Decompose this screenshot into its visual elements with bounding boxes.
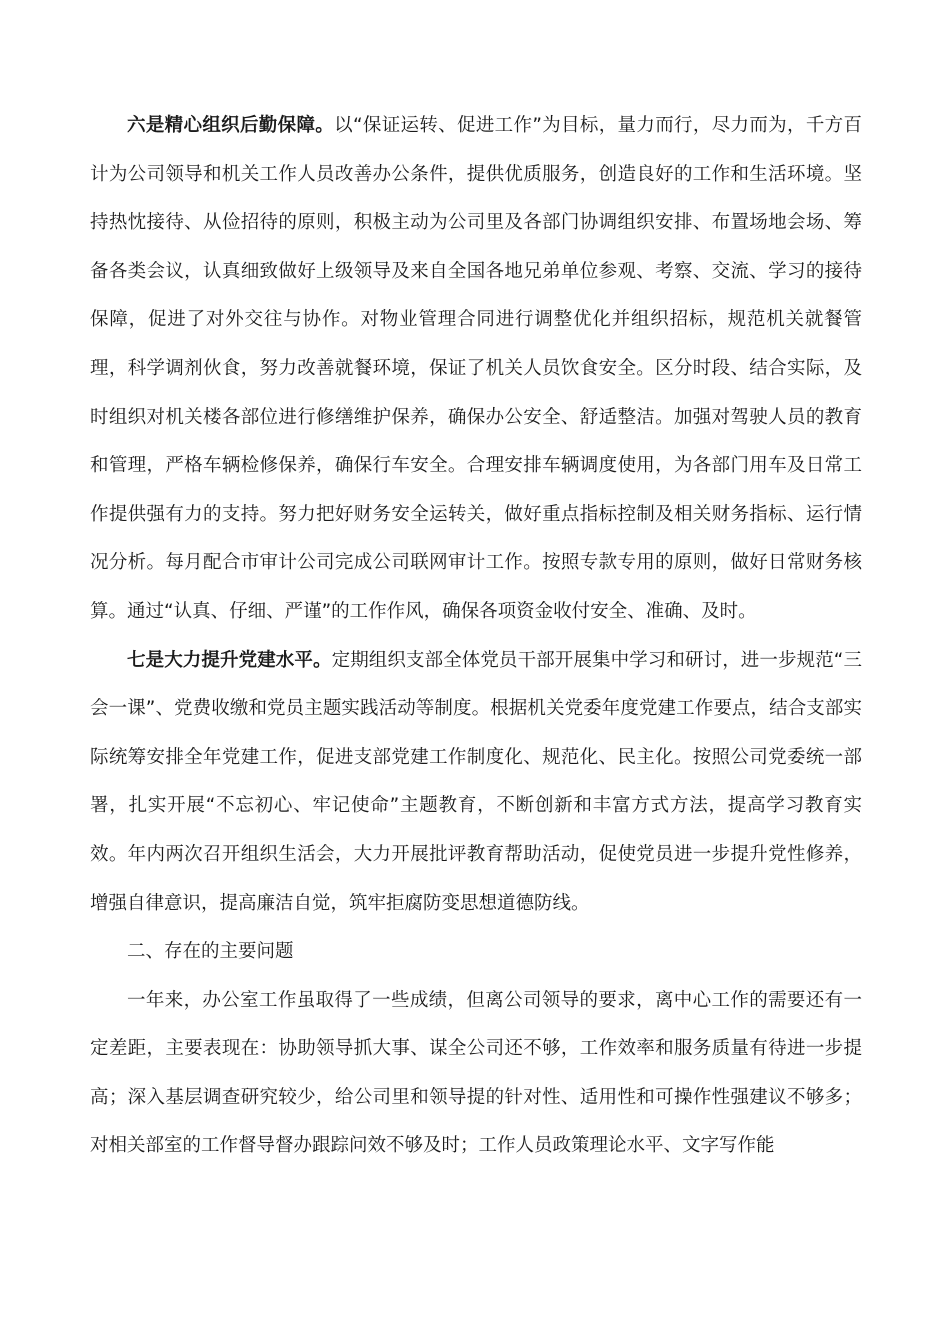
paragraph-problems: 一年来，办公室工作虽取得了一些成绩，但离公司领导的要求，离中心工作的需要还有一定差距，主要表现在：协助领导抓大事、谋全公司还不够，工作效率和服务质量有待进一步提高；深入基层调查研究较少，给公司里和领导提的针对性、适用性和可操作性强建议不够多；对相关部室的工作督导督办跟踪问效不够及时；工作人员政策理论水平、文字写作能	[90, 989, 862, 1157]
paragraph-text-logistics: 以“保证运转、促进工作”为目标，量力而行，尽力而为，千方百计为公司领导和机关工作人员改善办公条件，提供优质服务，创造良好的工作和生活环境。坚持热忱接待、从俭招待的原则，积极主动为公司里及各部门协调组织安排、布置场地会场、筹备各类会议，认真细致做好上级领导及来自全国各地兄弟单位参观、考察、交流、学习的接待保障，促进了对外交往与协作。对物业管理合同进行调整优化并组织招标，规范机关就餐管理，科学调剂伙食，努力改善就餐环境，保证了机关人员饮食安全。区分时段、结合实际，及时组织对机关楼各部位进行修缮维护保养，确保办公安全、舒适整洁。加强对驾驶人员的教育和管理，严格车辆检修保养，确保行车安全。合理安排车辆调度使用，为各部门用车及日常工作提供强有力的支持。努力把好财务安全运转关，做好重点指标控制及相关财务指标、运行情况分析。每月配合市审计公司完成公司联网审计工作。按照专款专用的原则，做好日常财务核算。通过“认真、仔细、严谨”的工作作风，确保各项资金收付安全、准确、及时。	[90, 115, 862, 622]
paragraph-logistics	[90, 102, 862, 637]
paragraph-lead-party-building: 七是大力提升党建水平。	[127, 649, 332, 671]
paragraph-party-building	[90, 637, 862, 929]
section-heading: 二、存在的主要问题	[127, 941, 294, 963]
paragraph-lead-logistics: 六是精心组织后勤保障。	[127, 115, 335, 136]
document-body	[90, 102, 862, 1171]
paragraph-text-party-building: 定期组织支部全体党员干部开展集中学习和研讨，进一步规范“三会一课”、党费收缴和党员主题实践活动等制度。根据机关党委年度党建工作要点，结合支部实际统筹安排全年党建工作，促进支部党建工作制度化、规范化、民主化。按照公司党委统一部署，扎实开展“不忘初心、牢记使命”主题教育，不断创新和丰富方式方法，提高学习教育实效。年内两次召开组织生活会，大力开展批评教育帮助活动，促使党员进一步提升党性修养，增强自律意识，提高廉洁自觉，筑牢拒腐防变思想道德防线。	[90, 649, 862, 914]
